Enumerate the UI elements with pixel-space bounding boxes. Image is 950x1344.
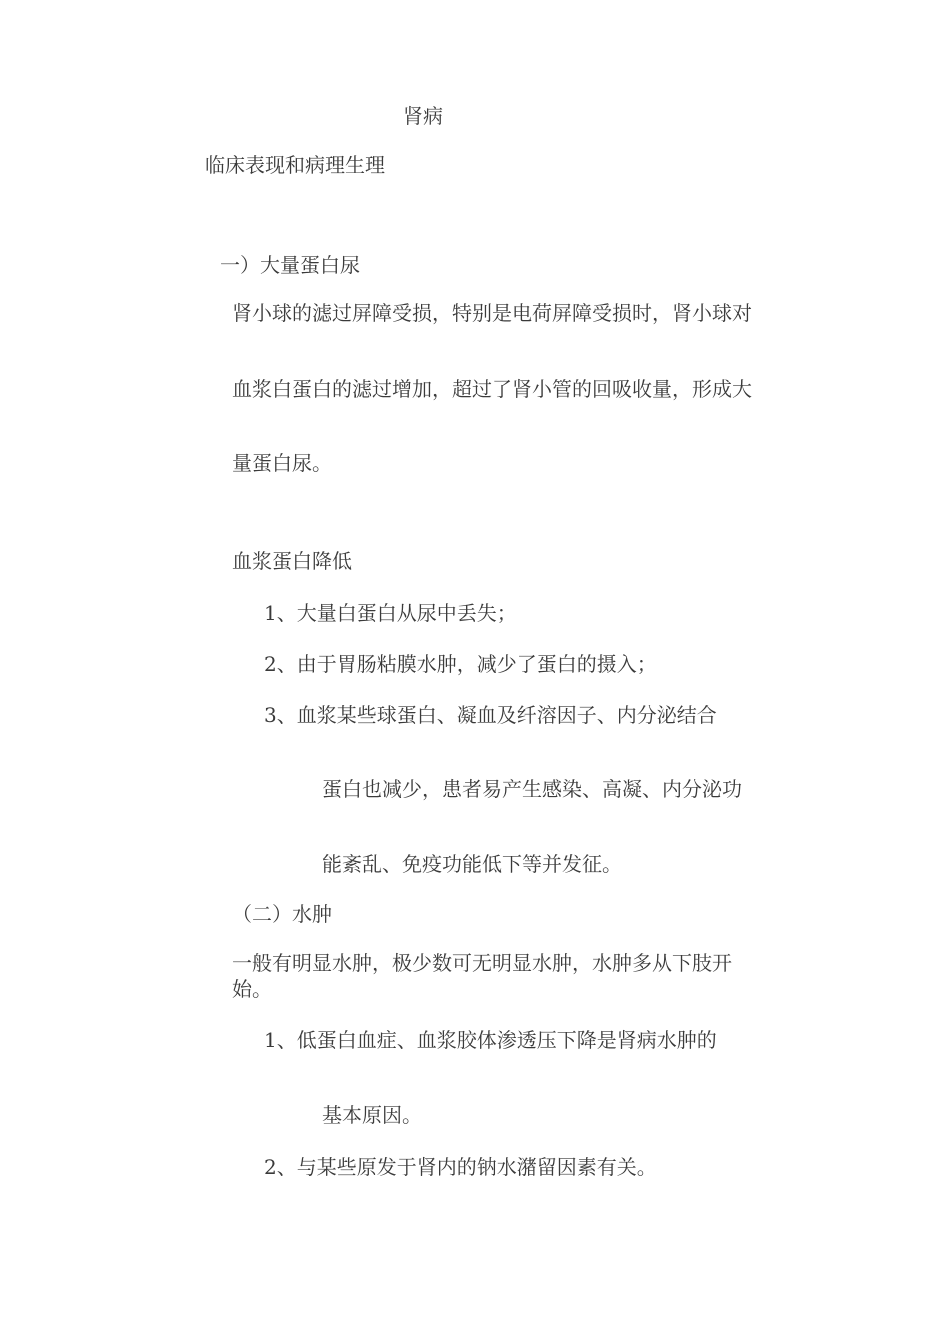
paragraph: 肾小球的滤过屏障受损，特别是电荷屏障受损时，肾小球对 — [232, 301, 752, 325]
paragraph: 血浆白蛋白的滤过增加，超过了肾小管的回吸收量，形成大 — [232, 377, 752, 401]
list-item: 2、与某些原发于肾内的钠水潴留因素有关。 — [264, 1155, 657, 1179]
list-item: 1、低蛋白血症、血浆胶体渗透压下降是肾病水肿的 — [264, 1028, 717, 1052]
list-item: 3、血浆某些球蛋白、凝血及纤溶因子、内分泌结合 — [264, 703, 717, 727]
section-heading-proteinuria: 一）大量蛋白尿 — [220, 253, 360, 277]
subheading-plasma-protein: 血浆蛋白降低 — [232, 549, 352, 573]
list-item-continuation: 基本原因。 — [322, 1103, 422, 1127]
page-title: 肾病 — [403, 104, 443, 128]
paragraph: 量蛋白尿。 — [232, 451, 332, 475]
page-subtitle: 临床表现和病理生理 — [205, 153, 385, 177]
list-item-continuation: 蛋白也减少，患者易产生感染、高凝、内分泌功 — [322, 777, 742, 801]
list-item-continuation: 能紊乱、免疫功能低下等并发征。 — [322, 852, 622, 876]
list-item: 2、由于胃肠粘膜水肿，减少了蛋白的摄入； — [264, 652, 657, 676]
paragraph: 一般有明显水肿，极少数可无明显水肿，水肿多从下肢开始。 — [232, 951, 732, 1001]
list-item: 1、大量白蛋白从尿中丢失； — [264, 601, 517, 625]
section-heading-edema: （二）水肿 — [232, 902, 332, 926]
